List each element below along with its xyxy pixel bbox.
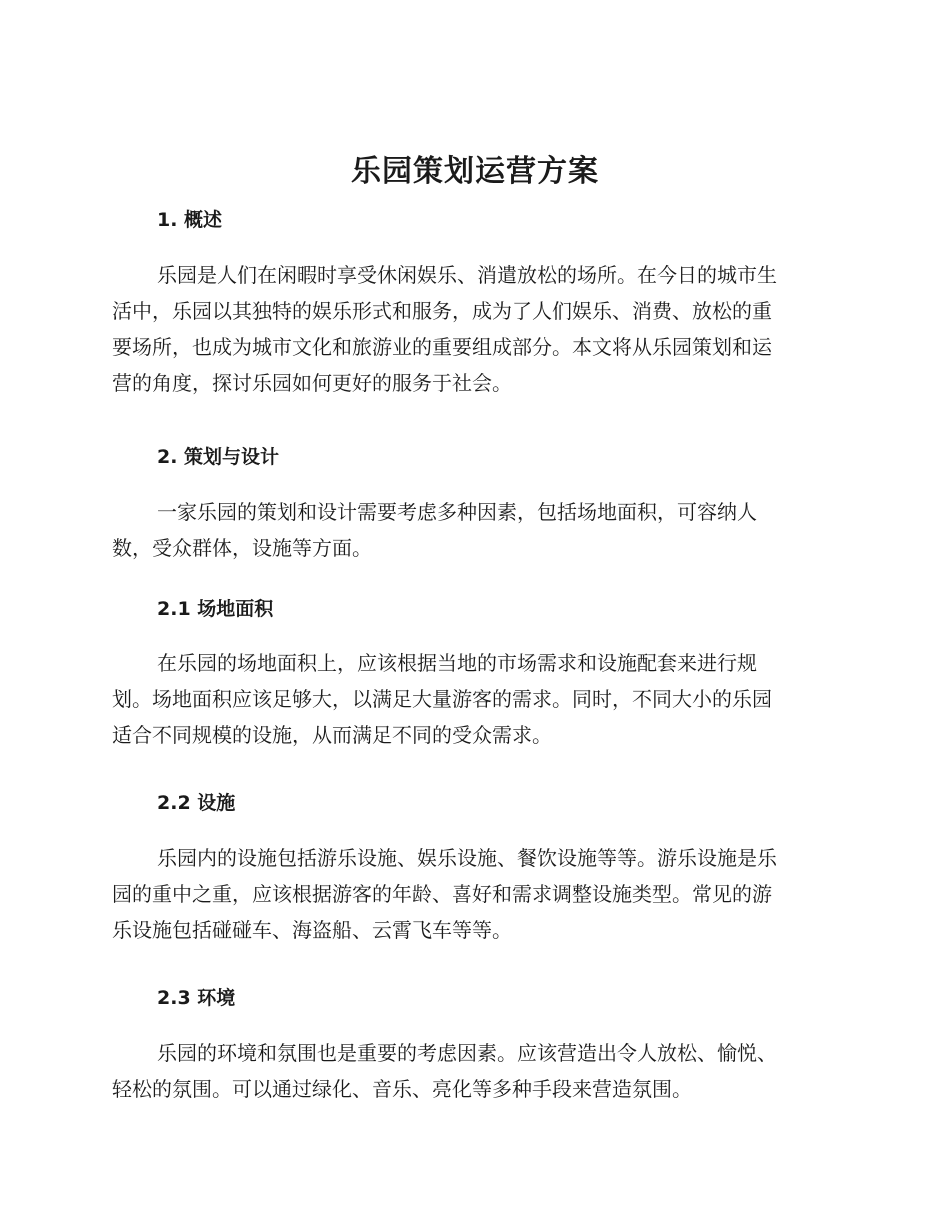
page-title: 乐园策划运营方案 — [351, 154, 599, 189]
section-heading-overview: 1. 概述 — [157, 209, 223, 231]
section-heading-environment: 2.3 环境 — [157, 987, 236, 1009]
section-paragraph-planning-design — [112, 494, 832, 566]
paragraph-line: 适合不同规模的设施，从而满足不同的受众需求。 — [112, 723, 552, 747]
paragraph-line: 乐园的环境和氛围也是重要的考虑因素。应该营造出令人放松、愉悦、 — [157, 1041, 777, 1065]
section-paragraph-overview — [112, 257, 832, 401]
section-heading-planning-design: 2. 策划与设计 — [157, 446, 280, 468]
section-paragraph-site-area — [112, 645, 832, 753]
section-paragraph-environment — [112, 1035, 832, 1107]
section-heading-facilities: 2.2 设施 — [157, 792, 236, 814]
paragraph-line: 在乐园的场地面积上，应该根据当地的市场需求和设施配套来进行规 — [157, 651, 757, 675]
paragraph-line: 营的角度，探讨乐园如何更好的服务于社会。 — [112, 371, 512, 395]
section-heading-site-area: 2.1 场地面积 — [157, 598, 274, 620]
paragraph-line: 一家乐园的策划和设计需要考虑多种因素，包括场地面积，可容纳人 — [157, 500, 757, 524]
paragraph-line: 园的重中之重，应该根据游客的年龄、喜好和需求调整设施类型。常见的游 — [112, 882, 772, 906]
paragraph-line: 要场所，也成为城市文化和旅游业的重要组成部分。本文将从乐园策划和运 — [112, 335, 772, 359]
paragraph-line: 乐园是人们在闲暇时享受休闲娱乐、消遣放松的场所。在今日的城市生 — [157, 263, 777, 287]
paragraph-line: 划。场地面积应该足够大，以满足大量游客的需求。同时，不同大小的乐园 — [112, 687, 772, 711]
paragraph-line: 乐园内的设施包括游乐设施、娱乐设施、餐饮设施等等。游乐设施是乐 — [157, 846, 777, 870]
paragraph-line: 轻松的氛围。可以通过绿化、音乐、亮化等多种手段来营造氛围。 — [112, 1077, 692, 1101]
paragraph-line: 数，受众群体，设施等方面。 — [112, 536, 372, 560]
paragraph-line: 活中，乐园以其独特的娱乐形式和服务，成为了人们娱乐、消费、放松的重 — [112, 299, 772, 323]
paragraph-line: 乐设施包括碰碰车、海盗船、云霄飞车等等。 — [112, 918, 512, 942]
section-paragraph-facilities — [112, 840, 832, 948]
